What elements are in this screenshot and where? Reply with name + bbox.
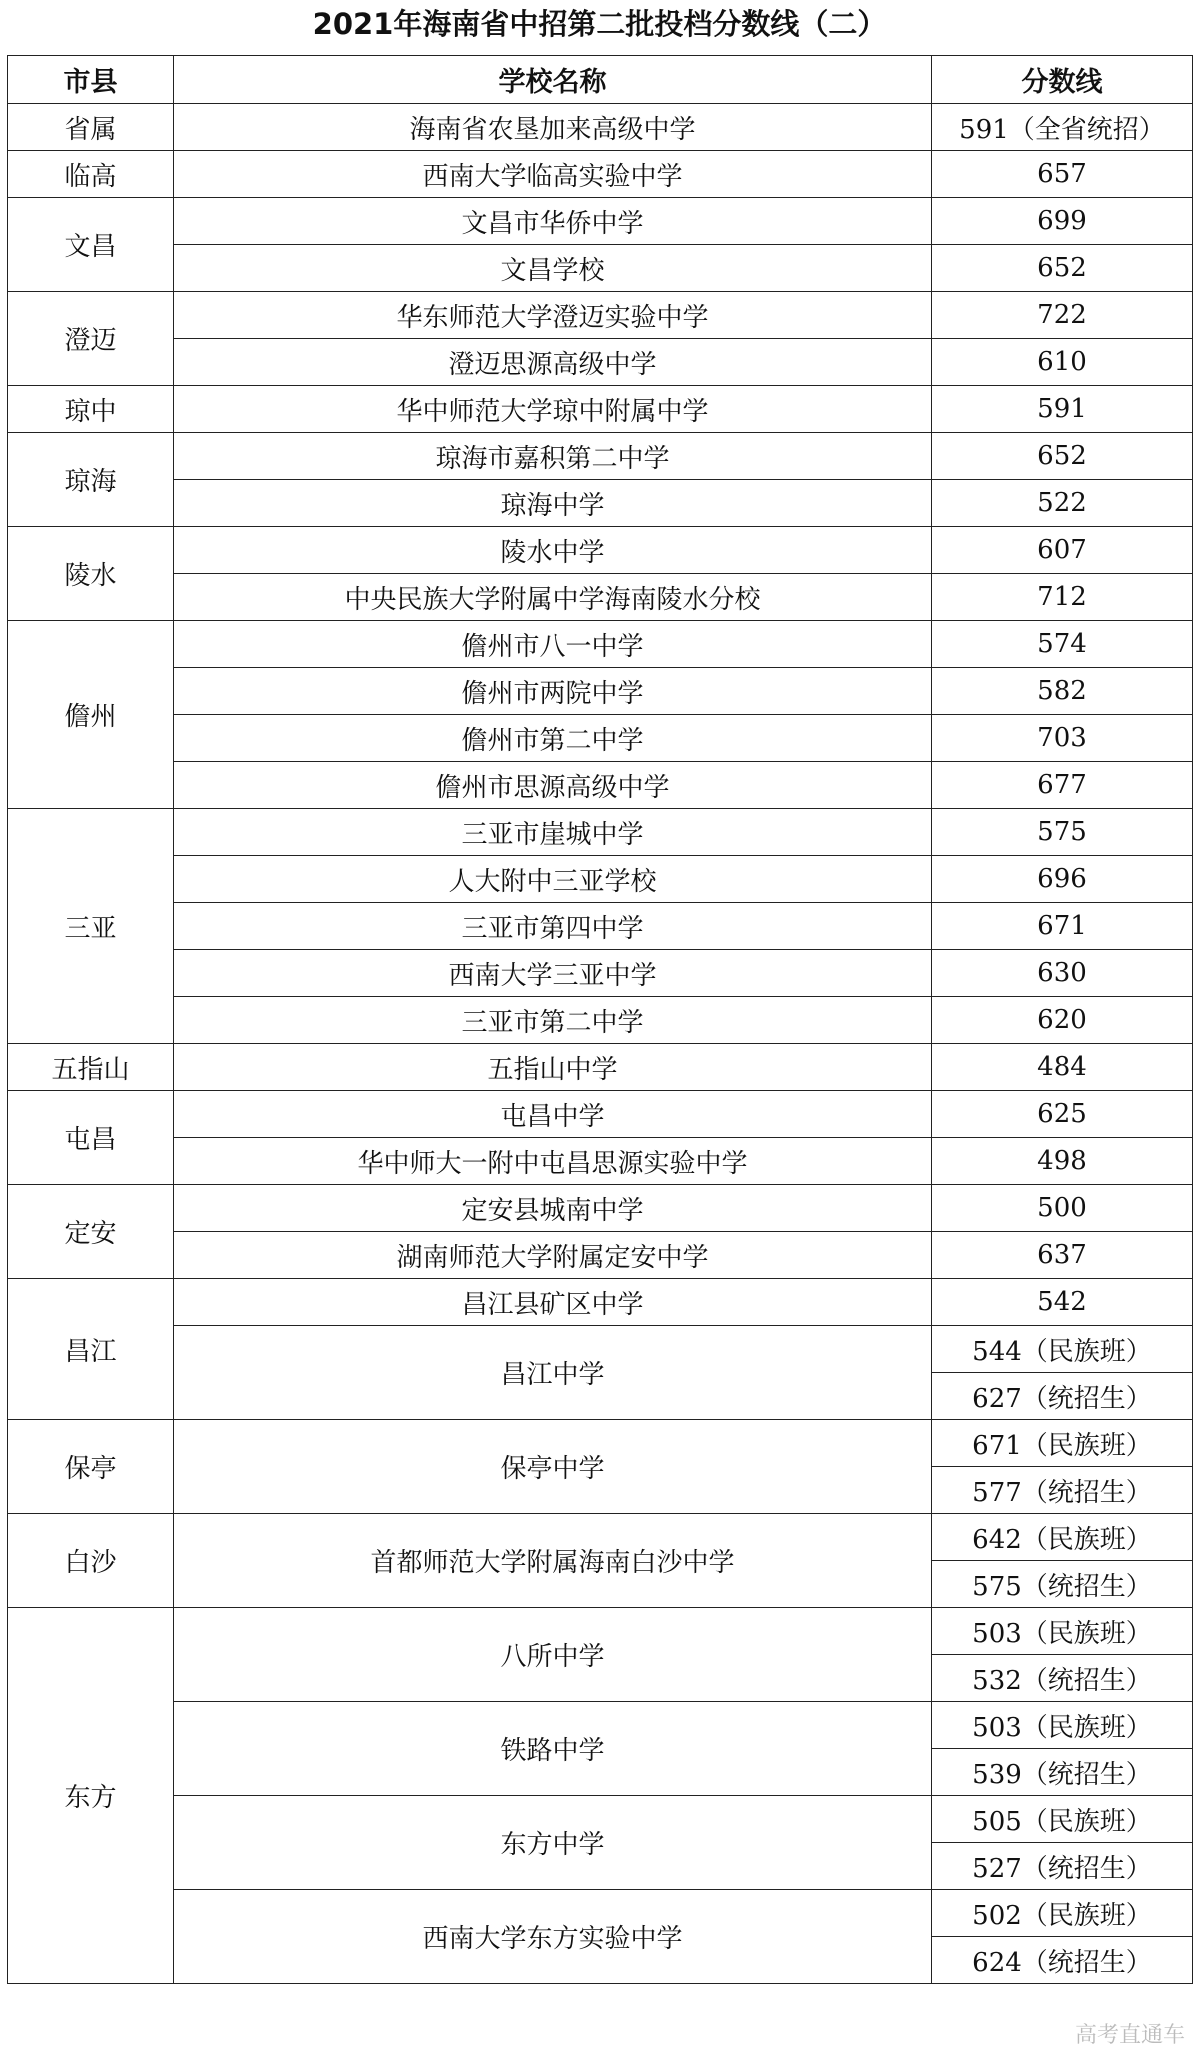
school-name-cell: 西南大学临高实验中学 (174, 151, 932, 198)
table-row (8, 198, 1193, 245)
county-cell: 文昌 (8, 198, 174, 292)
table-row (8, 1702, 1193, 1749)
watermark: 高考直通车 (1074, 2023, 1185, 2048)
school-name-cell: 琼海市嘉积第二中学 (174, 433, 932, 480)
score-table (7, 55, 1193, 1984)
school-name-cell: 西南大学东方实验中学 (174, 1890, 932, 1984)
table-row (8, 903, 1193, 950)
score-cell: 502（民族班） (932, 1890, 1193, 1937)
school-name-cell: 琼海中学 (174, 480, 932, 527)
school-name-cell: 首都师范大学附属海南白沙中学 (174, 1514, 932, 1608)
score-cell: 699 (932, 198, 1193, 245)
table-row (8, 245, 1193, 292)
county-cell: 省属 (8, 104, 174, 151)
score-cell: 722 (932, 292, 1193, 339)
table-row (8, 997, 1193, 1044)
school-name-cell: 保亭中学 (174, 1420, 932, 1514)
column-header-county: 市县 (8, 56, 174, 104)
school-name-cell: 铁路中学 (174, 1702, 932, 1796)
table-row (8, 1514, 1193, 1561)
school-name-cell: 湖南师范大学附属定安中学 (174, 1232, 932, 1279)
county-cell: 临高 (8, 151, 174, 198)
school-name-cell: 三亚市第四中学 (174, 903, 932, 950)
table-row (8, 574, 1193, 621)
school-name-cell: 儋州市第二中学 (174, 715, 932, 762)
county-cell: 儋州 (8, 621, 174, 809)
table-row (8, 292, 1193, 339)
score-cell: 484 (932, 1044, 1193, 1091)
table-body (8, 104, 1193, 1984)
school-name-cell: 八所中学 (174, 1608, 932, 1702)
county-cell: 陵水 (8, 527, 174, 621)
school-name-cell: 澄迈思源高级中学 (174, 339, 932, 386)
column-header-score: 分数线 (932, 56, 1193, 104)
table-row (8, 433, 1193, 480)
score-cell: 503（民族班） (932, 1608, 1193, 1655)
page-title: 2021年海南省中招第二批投档分数线（二） (312, 7, 887, 41)
table-row (8, 1044, 1193, 1091)
score-cell: 637 (932, 1232, 1193, 1279)
school-name-cell: 华东师范大学澄迈实验中学 (174, 292, 932, 339)
score-cell: 577（统招生） (932, 1467, 1193, 1514)
county-cell: 东方 (8, 1608, 174, 1984)
school-name-cell: 昌江县矿区中学 (174, 1279, 932, 1326)
school-name-cell: 文昌市华侨中学 (174, 198, 932, 245)
score-cell: 505（民族班） (932, 1796, 1193, 1843)
table-row (8, 1138, 1193, 1185)
table-row (8, 1796, 1193, 1843)
county-cell: 屯昌 (8, 1091, 174, 1185)
table-row (8, 104, 1193, 151)
table-row (8, 480, 1193, 527)
table-row (8, 1608, 1193, 1655)
school-name-cell: 海南省农垦加来高级中学 (174, 104, 932, 151)
score-cell: 627（统招生） (932, 1373, 1193, 1420)
score-cell: 624（统招生） (932, 1937, 1193, 1984)
school-name-cell: 文昌学校 (174, 245, 932, 292)
table-row (8, 762, 1193, 809)
score-cell: 630 (932, 950, 1193, 997)
score-cell: 591（全省统招） (932, 104, 1193, 151)
county-cell: 保亭 (8, 1420, 174, 1514)
score-cell: 544（民族班） (932, 1326, 1193, 1373)
score-cell: 657 (932, 151, 1193, 198)
table-row (8, 1232, 1193, 1279)
table-row (8, 668, 1193, 715)
score-cell: 503（民族班） (932, 1702, 1193, 1749)
school-name-cell: 儋州市八一中学 (174, 621, 932, 668)
score-cell: 696 (932, 856, 1193, 903)
score-cell: 500 (932, 1185, 1193, 1232)
score-cell: 610 (932, 339, 1193, 386)
school-name-cell: 三亚市崖城中学 (174, 809, 932, 856)
table-row (8, 1420, 1193, 1467)
score-cell: 539（统招生） (932, 1749, 1193, 1796)
table-row (8, 1185, 1193, 1232)
score-cell: 652 (932, 433, 1193, 480)
table-row (8, 339, 1193, 386)
school-name-cell: 西南大学三亚中学 (174, 950, 932, 997)
score-cell: 542 (932, 1279, 1193, 1326)
school-name-cell: 屯昌中学 (174, 1091, 932, 1138)
school-name-cell: 中央民族大学附属中学海南陵水分校 (174, 574, 932, 621)
score-cell: 532（统招生） (932, 1655, 1193, 1702)
score-cell: 575 (932, 809, 1193, 856)
table-row (8, 386, 1193, 433)
table-header-row (8, 56, 1193, 104)
score-cell: 527（统招生） (932, 1843, 1193, 1890)
county-cell: 琼海 (8, 433, 174, 527)
table-row (8, 151, 1193, 198)
score-cell: 677 (932, 762, 1193, 809)
school-name-cell: 儋州市思源高级中学 (174, 762, 932, 809)
school-name-cell: 三亚市第二中学 (174, 997, 932, 1044)
table-row (8, 856, 1193, 903)
table-row (8, 1890, 1193, 1937)
county-cell: 昌江 (8, 1279, 174, 1420)
table-row (8, 1091, 1193, 1138)
table-row (8, 809, 1193, 856)
score-cell: 575（统招生） (932, 1561, 1193, 1608)
table-row (8, 1279, 1193, 1326)
score-cell: 652 (932, 245, 1193, 292)
school-name-cell: 昌江中学 (174, 1326, 932, 1420)
score-cell: 671 (932, 903, 1193, 950)
table-row (8, 950, 1193, 997)
score-cell: 620 (932, 997, 1193, 1044)
county-cell: 三亚 (8, 809, 174, 1044)
score-cell: 671（民族班） (932, 1420, 1193, 1467)
school-name-cell: 定安县城南中学 (174, 1185, 932, 1232)
school-name-cell: 五指山中学 (174, 1044, 932, 1091)
table-row (8, 527, 1193, 574)
county-cell: 白沙 (8, 1514, 174, 1608)
county-cell: 澄迈 (8, 292, 174, 386)
score-cell: 607 (932, 527, 1193, 574)
score-cell: 625 (932, 1091, 1193, 1138)
school-name-cell: 儋州市两院中学 (174, 668, 932, 715)
county-cell: 琼中 (8, 386, 174, 433)
school-name-cell: 人大附中三亚学校 (174, 856, 932, 903)
school-name-cell: 华中师大一附中屯昌思源实验中学 (174, 1138, 932, 1185)
school-name-cell: 陵水中学 (174, 527, 932, 574)
score-cell: 703 (932, 715, 1193, 762)
score-cell: 574 (932, 621, 1193, 668)
county-cell: 定安 (8, 1185, 174, 1279)
table-row (8, 1326, 1193, 1373)
score-cell: 642（民族班） (932, 1514, 1193, 1561)
score-cell: 522 (932, 480, 1193, 527)
score-cell: 712 (932, 574, 1193, 621)
county-cell: 五指山 (8, 1044, 174, 1091)
score-cell: 498 (932, 1138, 1193, 1185)
score-cell: 591 (932, 386, 1193, 433)
school-name-cell: 东方中学 (174, 1796, 932, 1890)
school-name-cell: 华中师范大学琼中附属中学 (174, 386, 932, 433)
table-row (8, 621, 1193, 668)
table-row (8, 715, 1193, 762)
column-header-school: 学校名称 (174, 56, 932, 104)
score-cell: 582 (932, 668, 1193, 715)
